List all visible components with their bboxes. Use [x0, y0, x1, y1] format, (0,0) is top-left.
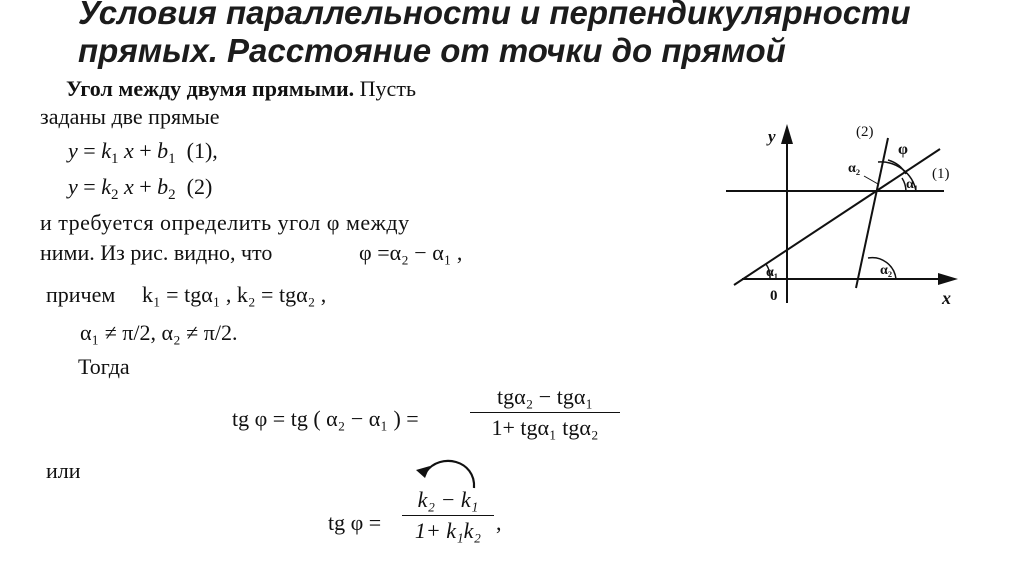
phi-label: φ — [898, 141, 908, 158]
formula-2-tail: , — [496, 510, 502, 535]
line-2-label: (2) — [856, 124, 874, 140]
intro-rest: Пусть — [354, 76, 416, 101]
formula-2-numerator: k₂ − k₁ — [402, 487, 494, 516]
formula-1-lhs: tg φ = tg ( α₂ − α₁ ) = — [232, 406, 419, 431]
x-axis-label: x — [942, 288, 951, 308]
equation-1-label: (1), — [186, 138, 218, 163]
where-label: причем — [46, 282, 116, 307]
then-label: Тогда — [78, 354, 130, 379]
alpha2-pointer — [864, 176, 878, 184]
alpha2-lower-label: α₂ — [880, 263, 893, 278]
x-axis-arrow-icon — [938, 273, 958, 285]
equation-line-1: $y = k_1$ $x + b_1$ (1), — [68, 138, 218, 167]
section-heading: Угол между двумя прямыми. — [66, 76, 355, 101]
formula-1-fraction — [470, 384, 620, 441]
formula-1-numerator: tgα₂ − tgα₁ — [470, 384, 620, 413]
alpha1-lower-label: α₁ — [766, 265, 779, 280]
phi-arc — [888, 160, 906, 174]
y-axis-label: y — [768, 127, 776, 146]
formula-2-denominator: 1+ k₁k₂ — [414, 518, 482, 543]
formula-1-denominator: 1+ tgα₁ tgα₂ — [491, 415, 599, 440]
alpha1-upper-label: α₁ — [906, 177, 919, 192]
equation-line-2: $y = k_2$ $x + b_2$ (2) — [68, 174, 213, 203]
swap-arrow-icon — [412, 452, 492, 492]
formula-2-fraction — [402, 487, 494, 544]
angle-diagram — [720, 118, 980, 318]
line-1-label: (1) — [932, 166, 950, 182]
slide-title — [78, 0, 998, 70]
phi-equation: φ =α₂ − α₁ , — [359, 240, 463, 265]
condition-slopes: k₁ = tgα₁ , k₂ = tgα₂ , — [142, 282, 327, 307]
equation-2-label: (2) — [186, 174, 213, 199]
required-line-1: и требуется определить угол φ между — [40, 210, 410, 235]
origin-label: 0 — [770, 288, 778, 304]
condition-angles: α₁ ≠ π/2, α₂ ≠ π/2. — [80, 320, 238, 345]
title-line-1: Условия параллельности и перпендикулярности — [78, 0, 911, 31]
intro-line-2: заданы две прямые — [40, 104, 220, 129]
required-line-2: ними. Из рис. видно, что — [40, 240, 273, 265]
or-label: или — [46, 458, 81, 483]
alpha2-upper-label: α₂ — [848, 161, 861, 176]
y-axis-arrow-icon — [781, 124, 793, 144]
title-line-2: прямых. Расстояние от точки до прямой — [78, 32, 786, 69]
formula-2-lhs: tg φ = — [328, 510, 382, 535]
line-1 — [734, 149, 940, 285]
intro-line-1 — [66, 76, 416, 102]
